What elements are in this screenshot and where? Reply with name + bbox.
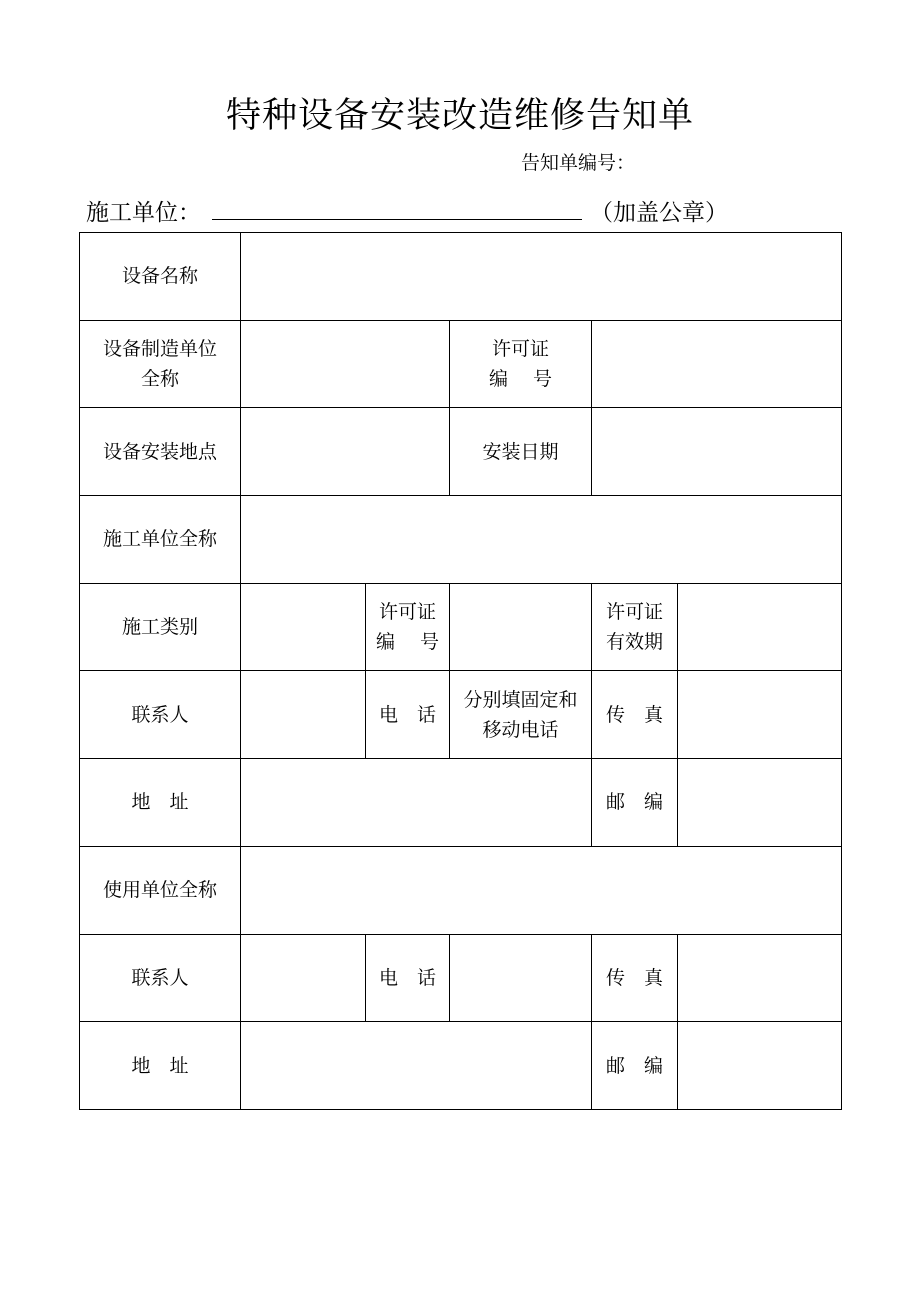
user-address-label: 地 址 (80, 1022, 241, 1110)
cons-validity-label (592, 583, 678, 671)
cons-license-label-line2: 编 号 (375, 631, 440, 654)
form-number-label: 告知单编号： (521, 152, 636, 174)
cons-address-field[interactable] (241, 759, 592, 847)
cons-postcode-field[interactable] (678, 759, 842, 847)
install-date-field[interactable] (592, 408, 842, 496)
cons-validity-label-line1: 许可证 (605, 601, 663, 624)
row-install-location (80, 408, 842, 496)
document-title: 特种设备安装改造维修告知单 (225, 96, 694, 136)
row-user-fullname (80, 846, 842, 934)
install-location-field[interactable] (241, 408, 450, 496)
construction-type-field[interactable] (241, 583, 366, 671)
row-user-address (80, 1022, 842, 1110)
cons-validity-label-line2: 有效期 (605, 631, 663, 654)
construction-unit-field[interactable] (212, 219, 582, 220)
construction-fullname-label: 施工单位全称 (80, 496, 241, 584)
cons-contact-label: 联系人 (80, 671, 241, 759)
user-fullname-field[interactable] (241, 846, 842, 934)
user-fullname-label: 使用单位全称 (80, 846, 241, 934)
row-construction-fullname (80, 496, 842, 584)
user-fax-field[interactable] (678, 934, 842, 1022)
row-cons-contact (80, 671, 842, 759)
cons-phone-note-line1: 分别填固定和 (463, 688, 578, 711)
install-location-label: 设备安装地点 (80, 408, 241, 496)
user-contact-field[interactable] (241, 934, 366, 1022)
user-phone-field[interactable] (450, 934, 592, 1022)
cons-license-label-line1: 许可证 (378, 601, 436, 624)
user-postcode-label: 邮 编 (592, 1022, 678, 1110)
user-phone-label: 电 话 (366, 934, 450, 1022)
cons-fax-label: 传 真 (592, 671, 678, 759)
mfr-license-label-line1: 许可证 (491, 338, 549, 361)
manufacturer-field[interactable] (241, 320, 450, 408)
row-cons-address (80, 759, 842, 847)
cons-address-label: 地 址 (80, 759, 241, 847)
manufacturer-label-line1: 设备制造单位 (102, 338, 217, 361)
construction-unit-label: 施工单位： (86, 200, 201, 226)
construction-type-label: 施工类别 (80, 583, 241, 671)
cons-license-field[interactable] (450, 583, 592, 671)
row-manufacturer (80, 320, 842, 408)
user-contact-label: 联系人 (80, 934, 241, 1022)
cons-phone-label: 电 话 (366, 671, 450, 759)
mfr-license-label (450, 320, 592, 408)
install-date-label: 安装日期 (450, 408, 592, 496)
cons-phone-note-line2: 移动电话 (482, 718, 559, 741)
construction-fullname-field[interactable] (241, 496, 842, 584)
equipment-name-label: 设备名称 (80, 233, 241, 321)
row-user-contact (80, 934, 842, 1022)
equipment-name-field[interactable] (241, 233, 842, 321)
cons-license-label (366, 583, 450, 671)
cons-postcode-label: 邮 编 (592, 759, 678, 847)
cons-phone-field[interactable] (450, 671, 592, 759)
user-address-field[interactable] (241, 1022, 592, 1110)
user-postcode-field[interactable] (678, 1022, 842, 1110)
stamp-note: （加盖公章） (590, 200, 728, 226)
row-equipment-name (80, 233, 842, 321)
manufacturer-label-line2: 全称 (140, 368, 179, 391)
notification-form-table (79, 232, 842, 1110)
cons-contact-field[interactable] (241, 671, 366, 759)
cons-validity-field[interactable] (678, 583, 842, 671)
user-fax-label: 传 真 (592, 934, 678, 1022)
cons-fax-field[interactable] (678, 671, 842, 759)
manufacturer-label (80, 320, 241, 408)
mfr-license-label-line2: 编 号 (488, 368, 553, 391)
row-construction-type (80, 583, 842, 671)
mfr-license-field[interactable] (592, 320, 842, 408)
